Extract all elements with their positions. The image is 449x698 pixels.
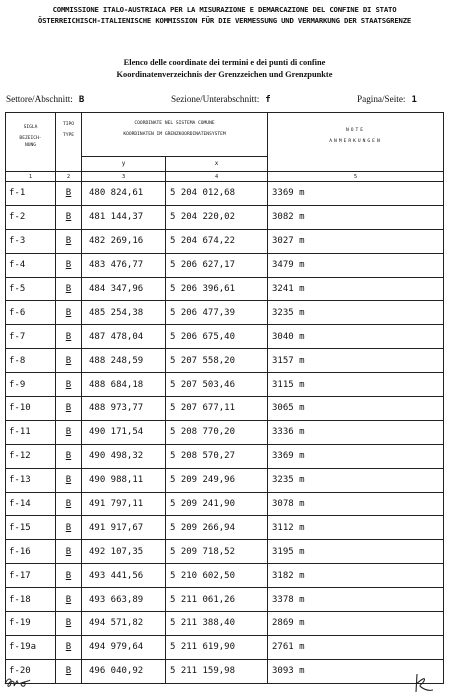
cell-coord-x <box>166 205 268 229</box>
cell-coord-y <box>82 468 166 492</box>
cell-tipo <box>56 253 82 277</box>
cell-coord-y-text: 484 347,96 <box>89 284 144 294</box>
cell-note <box>268 444 444 468</box>
cell-tipo <box>56 540 82 564</box>
cell-coord-x <box>166 540 268 564</box>
cell-coord-y <box>82 205 166 229</box>
cell-note <box>268 468 444 492</box>
cell-sigla <box>6 301 56 325</box>
header-sigla <box>6 113 56 172</box>
cell-coord-x <box>166 444 268 468</box>
table-row <box>6 253 444 277</box>
subsection-field <box>171 94 271 105</box>
cell-coord-y-text: 496 040,92 <box>89 666 144 677</box>
cell-coord-y-text: 490 988,11 <box>89 475 144 486</box>
cell-coord-x-text: 5 207 677,11 <box>170 403 236 414</box>
table-row <box>6 564 444 588</box>
cell-note <box>268 253 444 277</box>
cell-coord-y <box>82 540 166 564</box>
cell-coord-y-text: 488 973,77 <box>89 403 144 414</box>
cell-coord-y <box>82 277 166 301</box>
cell-tipo-text: B <box>65 618 72 629</box>
cell-note <box>268 635 444 659</box>
coordinates-table <box>5 112 444 684</box>
cell-coord-y-text: 488 248,59 <box>89 355 144 366</box>
cell-tipo <box>56 182 82 206</box>
cell-coord-x <box>166 253 268 277</box>
cell-tipo-text: B <box>65 427 72 438</box>
cell-sigla <box>6 492 56 516</box>
cell-sigla <box>6 420 56 444</box>
cell-coord-y-text: 490 498,32 <box>89 451 144 462</box>
cell-sigla-text: f-9 <box>9 379 26 390</box>
cell-sigla-text: f-17 <box>9 570 31 581</box>
cell-sigla-text: f-11 <box>9 427 31 438</box>
cell-tipo <box>56 397 82 421</box>
cell-tipo <box>56 301 82 325</box>
table-row <box>6 635 444 659</box>
table-row <box>6 588 444 612</box>
cell-coord-x <box>166 301 268 325</box>
cell-note-text: 3078 m <box>272 499 305 510</box>
cell-tipo <box>56 444 82 468</box>
cell-tipo <box>56 492 82 516</box>
header-sigla-line1: SIGLA <box>23 125 38 130</box>
cell-coord-x-text: 5 209 718,52 <box>170 546 236 557</box>
cell-coord-x <box>166 516 268 540</box>
cell-coord-y-text: 491 797,11 <box>89 499 144 510</box>
header-coord-line1: COORDINATE NEL SISTEMA COMUNE <box>134 121 215 126</box>
cell-coord-x-text: 5 206 477,39 <box>170 307 236 318</box>
cell-note-text: 3336 m <box>272 427 305 438</box>
column-number: 3 <box>82 172 166 182</box>
cell-tipo <box>56 373 82 397</box>
cell-note-text: 3241 m <box>272 284 305 294</box>
cell-tipo <box>56 659 82 683</box>
header-coord-line2: KOORDINATEN IM GRENZKOORDINATENSYSTEM <box>123 131 226 137</box>
cell-sigla-text: f-6 <box>9 307 26 318</box>
cell-coord-y <box>82 301 166 325</box>
cell-sigla <box>6 205 56 229</box>
header-sigla-line2: BEZEICH- <box>19 135 42 141</box>
cell-note-text: 3027 m <box>272 236 305 247</box>
cell-coord-y <box>82 588 166 612</box>
cell-note-text: 3182 m <box>272 570 305 581</box>
cell-sigla <box>6 468 56 492</box>
table-row <box>6 325 444 349</box>
cell-coord-y <box>82 492 166 516</box>
header-tipo-line2: TYPE <box>62 132 75 138</box>
table-row <box>6 277 444 301</box>
cell-coord-x-text: 5 208 570,27 <box>170 451 236 462</box>
cell-note <box>268 612 444 636</box>
cell-coord-x <box>166 564 268 588</box>
cell-note <box>268 420 444 444</box>
cell-note-text: 3157 m <box>272 355 305 366</box>
table-row <box>6 444 444 468</box>
cell-sigla <box>6 349 56 373</box>
cell-tipo-text: B <box>65 666 72 677</box>
header-note <box>268 113 444 172</box>
cell-note-text: 3369 m <box>272 451 305 462</box>
cell-sigla <box>6 253 56 277</box>
cell-coord-y-text: 480 824,61 <box>89 188 144 199</box>
cell-coord-x <box>166 468 268 492</box>
cell-coord-y <box>82 253 166 277</box>
table-row <box>6 205 444 229</box>
cell-coord-y <box>82 444 166 468</box>
cell-note-text: 3479 m <box>272 260 305 271</box>
table-row <box>6 540 444 564</box>
page-label: Pagina/Seite: <box>357 94 406 104</box>
cell-coord-y-text: 492 107,35 <box>89 546 144 557</box>
cell-note <box>268 205 444 229</box>
cell-tipo-text: B <box>65 642 72 653</box>
cell-note <box>268 301 444 325</box>
cell-coord-x <box>166 229 268 253</box>
cell-tipo <box>56 325 82 349</box>
header-tipo-line1: TIPO <box>62 122 75 127</box>
header-coordinates <box>82 113 268 157</box>
cell-tipo-text: B <box>65 379 72 390</box>
cell-tipo-text: B <box>65 236 72 247</box>
cell-sigla <box>6 373 56 397</box>
cell-tipo <box>56 349 82 373</box>
cell-coord-y <box>82 420 166 444</box>
header-note-line1: NOTE <box>345 128 366 133</box>
cell-tipo <box>56 564 82 588</box>
list-title-italian: Elenco delle coordinate dei termini e dei punti di confine <box>123 58 326 67</box>
cell-tipo-text: B <box>65 188 72 199</box>
table-row <box>6 301 444 325</box>
cell-coord-y-text: 494 571,82 <box>89 618 144 629</box>
cell-coord-y-text: 483 476,77 <box>89 260 144 271</box>
cell-coord-x-text: 5 211 159,98 <box>170 666 236 677</box>
cell-tipo <box>56 205 82 229</box>
cell-note-text: 2761 m <box>272 642 305 653</box>
header-x: x <box>166 156 268 171</box>
cell-coord-y <box>82 349 166 373</box>
cell-sigla-text: f-8 <box>9 355 26 366</box>
list-title-german: Koordinatenverzeichnis der Grenzzeichen und Grenzpunkte <box>116 70 333 79</box>
page-value: 1 <box>411 95 417 105</box>
cell-coord-y-text: 488 684,18 <box>89 379 144 390</box>
subsection-label: Sezione/Unterabschnitt: <box>171 94 260 104</box>
cell-sigla-text: f-13 <box>9 475 31 486</box>
cell-sigla <box>6 229 56 253</box>
cell-note-text: 3040 m <box>272 331 305 342</box>
cell-coord-x-text: 5 204 674,22 <box>170 236 236 247</box>
sector-value: B <box>78 95 85 105</box>
cell-coord-x-text: 5 206 627,17 <box>170 260 236 271</box>
cell-tipo-text: B <box>65 331 72 342</box>
table-column-number-row <box>6 172 444 182</box>
cell-tipo-text: B <box>65 355 72 366</box>
table-row <box>6 420 444 444</box>
header-y: y <box>82 156 166 171</box>
column-number: 4 <box>166 172 268 182</box>
cell-note-text: 3112 m <box>272 522 305 533</box>
cell-coord-x-text: 5 204 220,02 <box>170 212 236 223</box>
column-number: 2 <box>56 172 82 182</box>
cell-coord-y-text: 490 171,54 <box>89 427 144 438</box>
cell-note <box>268 182 444 206</box>
cell-coord-x-text: 5 207 558,20 <box>170 355 236 366</box>
cell-note <box>268 229 444 253</box>
cell-note <box>268 349 444 373</box>
table-body <box>6 182 444 684</box>
cell-coord-x-text: 5 209 241,90 <box>170 499 236 510</box>
cell-sigla-text: f-14 <box>9 499 31 510</box>
cell-coord-x-text: 5 210 602,50 <box>170 570 236 581</box>
page-field <box>357 94 417 105</box>
cell-sigla-text: f-19 <box>9 618 31 629</box>
cell-tipo <box>56 229 82 253</box>
table-row <box>6 349 444 373</box>
cell-note <box>268 373 444 397</box>
cell-tipo-text: B <box>65 212 72 223</box>
table-row <box>6 659 444 683</box>
cell-note <box>268 540 444 564</box>
cell-coord-x <box>166 612 268 636</box>
subsection-value: f <box>265 95 271 105</box>
cell-note-text: 3093 m <box>272 666 305 677</box>
cell-sigla-text: f-18 <box>9 594 31 605</box>
table-row <box>6 182 444 206</box>
cell-sigla <box>6 325 56 349</box>
cell-note <box>268 588 444 612</box>
cell-tipo <box>56 420 82 444</box>
cell-coord-x-text: 5 206 675,40 <box>170 331 236 342</box>
cell-tipo <box>56 277 82 301</box>
cell-sigla <box>6 612 56 636</box>
cell-sigla <box>6 564 56 588</box>
cell-coord-x-text: 5 209 249,96 <box>170 475 236 486</box>
column-number: 5 <box>268 172 444 182</box>
cell-sigla <box>6 444 56 468</box>
sector-label: Settore/Abschnitt: <box>6 94 73 104</box>
cell-coord-x <box>166 397 268 421</box>
cell-tipo-text: B <box>65 570 72 581</box>
cell-note-text: 3195 m <box>272 546 305 557</box>
cell-sigla-text: f-3 <box>9 236 26 247</box>
cell-tipo-text: B <box>65 499 72 510</box>
cell-sigla-text: f-16 <box>9 546 31 557</box>
cell-note-text: 3378 m <box>272 594 305 605</box>
cell-sigla <box>6 588 56 612</box>
cell-coord-y-text: 493 663,89 <box>89 594 144 605</box>
sector-field <box>6 94 84 105</box>
cell-coord-y <box>82 635 166 659</box>
header-sigla-line3: NUNG <box>24 143 37 148</box>
cell-note-text: 3065 m <box>272 403 305 414</box>
table-row <box>6 373 444 397</box>
cell-sigla-text: f-1 <box>9 188 26 199</box>
cell-coord-y <box>82 373 166 397</box>
cell-coord-y <box>82 397 166 421</box>
cell-sigla-text: f-7 <box>9 331 26 342</box>
cell-coord-y-text: 491 917,67 <box>89 522 144 533</box>
cell-coord-x-text: 5 211 388,40 <box>170 618 236 629</box>
cell-note-text: 3235 m <box>272 475 305 486</box>
cell-coord-y-text: 481 144,37 <box>89 212 144 223</box>
cell-coord-y <box>82 229 166 253</box>
table-row <box>6 397 444 421</box>
cell-sigla-text: f-5 <box>9 284 26 294</box>
cell-coord-y-text: 493 441,56 <box>89 570 144 581</box>
cell-note-text: 2869 m <box>272 618 305 629</box>
cell-coord-x-text: 5 208 770,20 <box>170 427 236 438</box>
cell-note-text: 3235 m <box>272 307 305 318</box>
cell-note-text: 3369 m <box>272 188 305 199</box>
cell-tipo-text: B <box>65 522 72 533</box>
cell-tipo <box>56 516 82 540</box>
cell-sigla <box>6 516 56 540</box>
cell-coord-y <box>82 612 166 636</box>
cell-coord-y-text: 485 254,38 <box>89 307 144 318</box>
cell-tipo <box>56 612 82 636</box>
table-row <box>6 612 444 636</box>
cell-coord-x-text: 5 206 396,61 <box>170 284 236 294</box>
table-row <box>6 516 444 540</box>
cell-coord-x-text: 5 209 266,94 <box>170 522 236 533</box>
cell-sigla-text: f-4 <box>9 260 26 271</box>
cell-sigla-text: f-12 <box>9 451 31 462</box>
cell-note <box>268 516 444 540</box>
cell-coord-x <box>166 325 268 349</box>
cell-note <box>268 277 444 301</box>
cell-sigla <box>6 540 56 564</box>
cell-tipo-text: B <box>65 284 72 294</box>
commission-title-german: ÖSTERREICHISCH-ITALIENISCHE KOMMISSION FÜR DIE VERMESSUNG UND VERMARKUNG DER STAATSGRENZE <box>37 16 412 25</box>
cell-coord-x <box>166 277 268 301</box>
cell-sigla <box>6 397 56 421</box>
cell-note-text: 3082 m <box>272 212 305 223</box>
cell-coord-x <box>166 373 268 397</box>
cell-note <box>268 325 444 349</box>
cell-coord-y-text: 487 478,04 <box>89 331 144 342</box>
cell-coord-x-text: 5 211 061,26 <box>170 594 236 605</box>
commission-title-italian: COMMISSIONE ITALO-AUSTRIACA PER LA MISURAZIONE E DEMARCAZIONE DEL CONFINE DI STATO <box>52 5 397 14</box>
cell-sigla-text: f-10 <box>9 403 31 414</box>
cell-coord-y <box>82 659 166 683</box>
cell-tipo <box>56 588 82 612</box>
cell-tipo-text: B <box>65 594 72 605</box>
cell-tipo-text: B <box>65 475 72 486</box>
header-tipo <box>56 113 82 172</box>
header-note-line2: ANMERKUNGEN <box>329 138 382 144</box>
cell-sigla <box>6 635 56 659</box>
table-row <box>6 229 444 253</box>
cell-coord-y <box>82 325 166 349</box>
cell-tipo-text: B <box>65 260 72 271</box>
cell-coord-x <box>166 659 268 683</box>
cell-note-text: 3115 m <box>272 379 305 390</box>
cell-sigla-text: f-19a <box>9 642 37 653</box>
cell-coord-y-text: 494 979,64 <box>89 642 144 653</box>
cell-coord-x <box>166 635 268 659</box>
cell-tipo-text: B <box>65 451 72 462</box>
cell-coord-x-text: 5 211 619,90 <box>170 642 236 653</box>
cell-coord-x-text: 5 207 503,46 <box>170 379 236 390</box>
cell-coord-y-text: 482 269,16 <box>89 236 144 247</box>
cell-note <box>268 564 444 588</box>
cell-coord-x <box>166 588 268 612</box>
cell-coord-y <box>82 564 166 588</box>
cell-coord-x-text: 5 204 012,68 <box>170 188 236 199</box>
cell-coord-x <box>166 349 268 373</box>
signature-left-icon <box>3 675 33 693</box>
table-row <box>6 468 444 492</box>
column-number: 1 <box>6 172 56 182</box>
cell-tipo-text: B <box>65 546 72 557</box>
cell-sigla-text: f-20 <box>9 666 31 677</box>
cell-coord-x <box>166 420 268 444</box>
table-row <box>6 492 444 516</box>
cell-coord-x <box>166 492 268 516</box>
cell-sigla <box>6 277 56 301</box>
cell-sigla <box>6 182 56 206</box>
cell-coord-y <box>82 516 166 540</box>
cell-sigla-text: f-2 <box>9 212 26 223</box>
cell-coord-x <box>166 182 268 206</box>
cell-tipo-text: B <box>65 403 72 414</box>
signature-right-icon <box>412 672 436 694</box>
table-header-row <box>6 113 444 157</box>
cell-note <box>268 397 444 421</box>
cell-note <box>268 492 444 516</box>
cell-sigla-text: f-15 <box>9 522 31 533</box>
cell-coord-y <box>82 182 166 206</box>
cell-tipo-text: B <box>65 307 72 318</box>
cell-tipo <box>56 468 82 492</box>
cell-tipo <box>56 635 82 659</box>
